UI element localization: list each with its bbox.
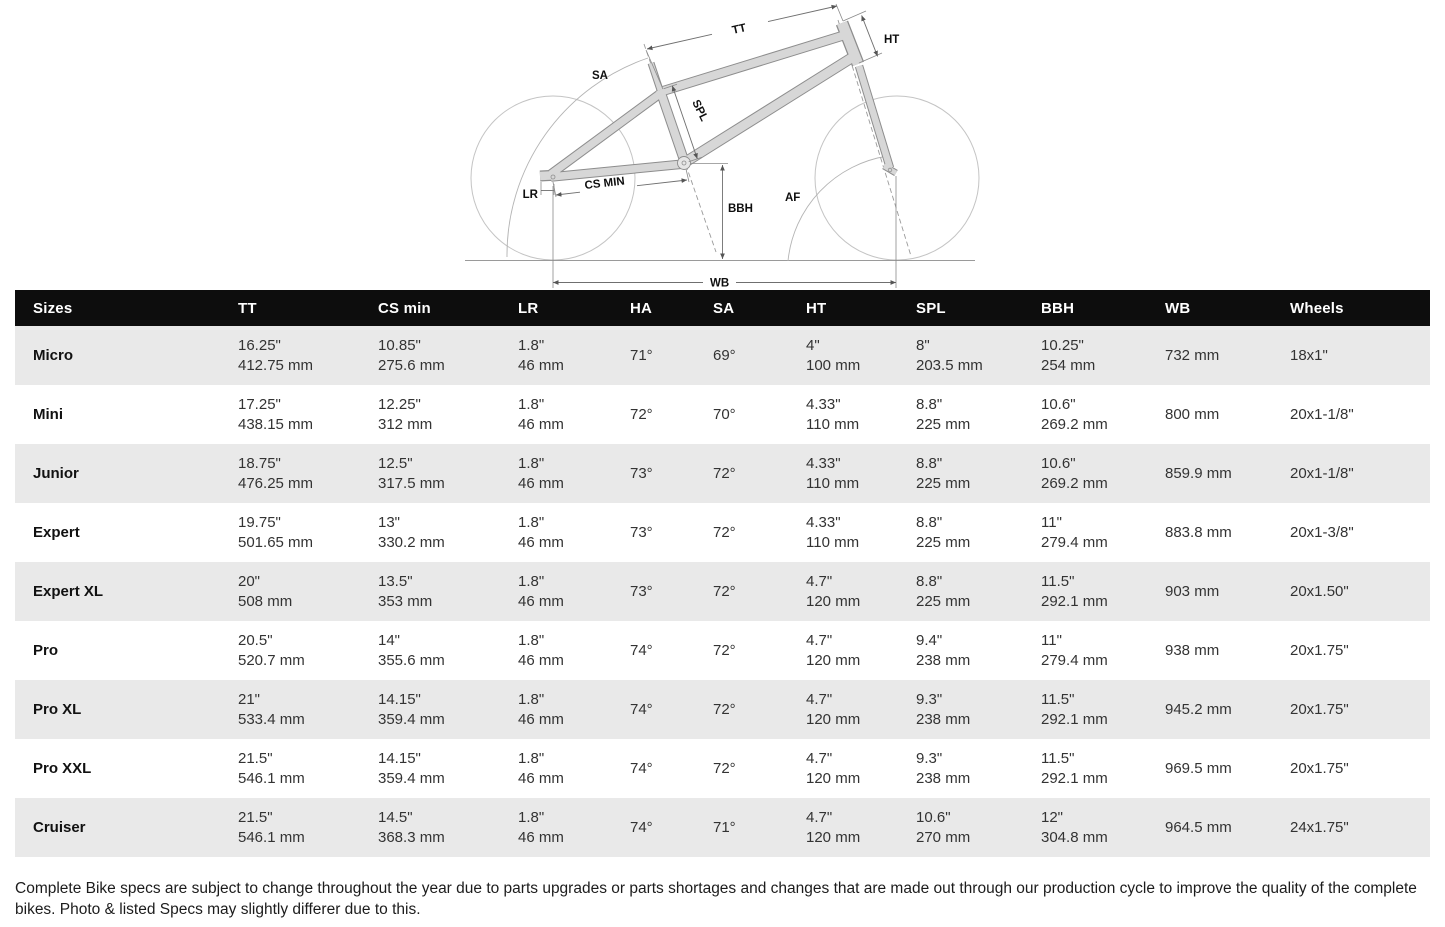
value-line: 304.8 mm (1041, 828, 1108, 846)
value-line: 270 mm (916, 828, 971, 846)
geometry-table-head (15, 290, 1430, 326)
column-header-lr: LR (500, 290, 612, 326)
value-line: 14.15" (378, 690, 421, 708)
value-cell (360, 385, 500, 444)
value-line: 120 mm (806, 769, 861, 787)
value-cell (898, 798, 1023, 857)
value-line: 4.7" (806, 749, 833, 767)
value-line: 438.15 mm (238, 415, 314, 433)
column-header-spl: SPL (898, 290, 1023, 326)
value-line: 14" (378, 631, 401, 649)
value-cell (1023, 444, 1147, 503)
value-cell (360, 680, 500, 739)
value-cell (220, 739, 360, 798)
value-cell (220, 503, 360, 562)
value-line: 353 mm (378, 592, 433, 610)
value-cell (1147, 621, 1272, 680)
value-cell (1023, 621, 1147, 680)
column-header-ha: HA (612, 290, 695, 326)
bike-geometry-diagram (0, 0, 1445, 290)
value-line: 10.6" (1041, 454, 1076, 472)
value-line: 11.5" (1041, 749, 1075, 767)
column-header-cs-min: CS min (360, 290, 500, 326)
value-line: 74° (630, 818, 653, 836)
dimension-bbh (691, 164, 753, 260)
disclaimer-text: Complete Bike specs are subject to change throughout the year due to parts upgrades or parts shortages and changes that are made out through our production cycle to improve the quality of the complete bikes. Photo & listed Specs may slightly differer due to this. (15, 880, 1417, 918)
value-line: 533.4 mm (238, 710, 305, 728)
value-cell (1272, 739, 1430, 798)
table-row (15, 444, 1430, 503)
value-line: 9.3" (916, 690, 943, 708)
value-line: 732 mm (1165, 346, 1220, 364)
value-line: 20x1.75" (1290, 700, 1349, 718)
value-cell (1147, 562, 1272, 621)
geometry-table-wrap (15, 290, 1430, 857)
value-line: 19.75" (238, 513, 281, 531)
value-line: 312 mm (378, 415, 433, 433)
value-line: 1.8" (518, 454, 545, 472)
value-line: 4" (806, 336, 820, 354)
value-cell (1272, 798, 1430, 857)
bottom-bracket (678, 157, 691, 170)
value-cell (695, 326, 788, 385)
value-cell (1023, 385, 1147, 444)
spl-label: SPL (689, 98, 710, 124)
value-line: 225 mm (916, 533, 971, 551)
value-cell (898, 444, 1023, 503)
dimension-wb (553, 176, 896, 290)
frame-tubes (540, 23, 896, 177)
value-cell (788, 680, 898, 739)
value-cell (220, 562, 360, 621)
value-line: 72° (713, 641, 736, 659)
value-line: 120 mm (806, 651, 861, 669)
value-line: 476.25 mm (238, 474, 314, 492)
value-line: 46 mm (518, 474, 564, 492)
fork-angle-arc (788, 156, 888, 261)
value-line: 46 mm (518, 828, 564, 846)
value-cell (1147, 739, 1272, 798)
table-row (15, 739, 1430, 798)
value-line: 4.7" (806, 808, 833, 826)
column-header-wb: WB (1147, 290, 1272, 326)
value-cell (500, 621, 612, 680)
value-line: 964.5 mm (1165, 818, 1232, 836)
column-header-sa: SA (695, 290, 788, 326)
value-cell (898, 680, 1023, 739)
value-line: 24x1.75" (1290, 818, 1349, 836)
value-line: 4.7" (806, 690, 833, 708)
value-cell (788, 798, 898, 857)
column-header-wheels: Wheels (1272, 290, 1430, 326)
value-cell (612, 739, 695, 798)
value-line: 20x1-3/8" (1290, 523, 1354, 541)
value-line: 11" (1041, 513, 1062, 531)
value-cell (1272, 503, 1430, 562)
value-line: 292.1 mm (1041, 710, 1108, 728)
value-line: 508 mm (238, 592, 293, 610)
value-line: 501.65 mm (238, 533, 314, 551)
value-line: 10.6" (1041, 395, 1076, 413)
table-row (15, 562, 1430, 621)
value-cell (695, 680, 788, 739)
value-line: 72° (713, 582, 736, 600)
value-line: 12.25" (378, 395, 421, 413)
value-line: 1.8" (518, 513, 545, 531)
value-cell (1147, 444, 1272, 503)
value-line: 74° (630, 759, 653, 777)
value-cell (360, 739, 500, 798)
value-line: 20x1.75" (1290, 641, 1349, 659)
value-line: 254 mm (1041, 356, 1096, 374)
value-line: 225 mm (916, 474, 971, 492)
value-line: 21.5" (238, 808, 273, 826)
value-line: 292.1 mm (1041, 769, 1108, 787)
value-line: 279.4 mm (1041, 533, 1108, 551)
value-cell (220, 444, 360, 503)
value-cell (612, 385, 695, 444)
value-cell (788, 326, 898, 385)
value-cell (360, 621, 500, 680)
value-line: 4.33" (806, 395, 841, 413)
table-row (15, 503, 1430, 562)
value-line: 46 mm (518, 356, 564, 374)
value-line: 110 mm (806, 474, 860, 492)
value-cell (500, 326, 612, 385)
column-header-bbh: BBH (1023, 290, 1147, 326)
tt-label: TT (731, 22, 748, 37)
table-row (15, 798, 1430, 857)
wb-label: WB (710, 277, 730, 290)
value-line: 238 mm (916, 651, 971, 669)
value-line: 1.8" (518, 572, 545, 590)
value-line: 120 mm (806, 710, 861, 728)
value-cell (788, 562, 898, 621)
value-line: 883.8 mm (1165, 523, 1232, 541)
value-line: 1.8" (518, 808, 545, 826)
size-cell: Pro XL (33, 701, 82, 718)
value-cell (1272, 444, 1430, 503)
value-line: 12.5" (378, 454, 413, 472)
value-cell (360, 444, 500, 503)
value-line: 72° (630, 405, 653, 423)
size-cell: Mini (33, 406, 63, 423)
value-cell (612, 680, 695, 739)
value-line: 412.75 mm (238, 356, 314, 374)
value-cell (1147, 798, 1272, 857)
value-line: 69° (713, 346, 736, 364)
value-cell (612, 444, 695, 503)
value-line: 74° (630, 641, 653, 659)
bbh-label: BBH (728, 203, 753, 215)
value-cell (1147, 503, 1272, 562)
value-cell (695, 385, 788, 444)
value-cell (360, 562, 500, 621)
value-cell (788, 385, 898, 444)
value-line: 46 mm (518, 651, 564, 669)
value-line: 938 mm (1165, 641, 1220, 659)
value-line: 355.6 mm (378, 651, 445, 669)
value-line: 71° (630, 346, 653, 364)
value-line: 46 mm (518, 592, 564, 610)
value-line: 10.25" (1041, 336, 1084, 354)
value-line: 110 mm (806, 533, 860, 551)
value-cell (612, 621, 695, 680)
value-line: 9.4" (916, 631, 943, 649)
header-row (15, 290, 1430, 326)
value-line: 1.8" (518, 336, 545, 354)
value-line: 20x1.50" (1290, 582, 1349, 600)
table-row (15, 680, 1430, 739)
value-line: 20.5" (238, 631, 273, 649)
value-cell (788, 739, 898, 798)
value-cell (612, 798, 695, 857)
size-cell: Cruiser (33, 819, 86, 836)
value-line: 70° (713, 405, 736, 423)
column-header-sizes: Sizes (15, 290, 220, 326)
value-line: 18x1" (1290, 346, 1328, 364)
value-cell (1147, 326, 1272, 385)
value-line: 317.5 mm (378, 474, 445, 492)
size-cell: Pro XXL (33, 760, 92, 777)
value-line: 74° (630, 700, 653, 718)
value-cell (220, 680, 360, 739)
value-line: 546.1 mm (238, 769, 305, 787)
value-cell (1023, 562, 1147, 621)
value-cell (360, 326, 500, 385)
value-cell (1147, 385, 1272, 444)
value-cell (500, 503, 612, 562)
value-line: 279.4 mm (1041, 651, 1108, 669)
value-cell (1272, 621, 1430, 680)
value-line: 4.7" (806, 631, 833, 649)
cs-min-label: CS MIN (583, 175, 626, 192)
value-cell (898, 385, 1023, 444)
value-line: 11.5" (1041, 690, 1075, 708)
sa-label: SA (592, 70, 608, 82)
value-line: 275.6 mm (378, 356, 445, 374)
value-cell (788, 621, 898, 680)
value-line: 13.5" (378, 572, 413, 590)
value-cell (220, 621, 360, 680)
ht-label: HT (884, 34, 900, 46)
table-row (15, 385, 1430, 444)
value-line: 330.2 mm (378, 533, 445, 551)
value-line: 359.4 mm (378, 769, 445, 787)
size-cell: Expert (33, 524, 80, 541)
value-line: 8" (916, 336, 930, 354)
value-cell (898, 739, 1023, 798)
value-line: 100 mm (806, 356, 861, 374)
value-cell (898, 562, 1023, 621)
value-line: 4.33" (806, 513, 841, 531)
value-line: 13" (378, 513, 401, 531)
value-cell (1272, 562, 1430, 621)
value-line: 10.6" (916, 808, 951, 826)
value-line: 800 mm (1165, 405, 1220, 423)
value-cell (1023, 739, 1147, 798)
table-row (15, 326, 1430, 385)
value-line: 110 mm (806, 415, 860, 433)
value-cell (220, 798, 360, 857)
value-cell (695, 739, 788, 798)
value-line: 11.5" (1041, 572, 1075, 590)
value-cell (220, 326, 360, 385)
value-line: 120 mm (806, 828, 861, 846)
value-line: 72° (713, 464, 736, 482)
value-line: 359.4 mm (378, 710, 445, 728)
value-line: 120 mm (806, 592, 861, 610)
value-line: 1.8" (518, 395, 545, 413)
value-line: 1.8" (518, 631, 545, 649)
value-line: 72° (713, 700, 736, 718)
value-line: 73° (630, 464, 653, 482)
size-cell: Junior (33, 465, 79, 482)
value-cell (500, 385, 612, 444)
value-cell (695, 621, 788, 680)
value-cell (500, 680, 612, 739)
value-line: 10.85" (378, 336, 421, 354)
value-cell (500, 444, 612, 503)
value-line: 859.9 mm (1165, 464, 1232, 482)
size-cell: Expert XL (33, 583, 104, 600)
value-line: 20" (238, 572, 261, 590)
value-line: 18.75" (238, 454, 281, 472)
value-line: 46 mm (518, 769, 564, 787)
value-line: 4.33" (806, 454, 841, 472)
value-line: 21" (238, 690, 261, 708)
value-line: 20x1.75" (1290, 759, 1349, 777)
value-line: 225 mm (916, 592, 971, 610)
value-cell (1023, 503, 1147, 562)
value-line: 546.1 mm (238, 828, 305, 846)
dimension-lr (523, 182, 554, 201)
value-line: 269.2 mm (1041, 474, 1108, 492)
value-cell (695, 444, 788, 503)
value-line: 8.8" (916, 395, 943, 413)
value-cell (788, 444, 898, 503)
value-line: 269.2 mm (1041, 415, 1108, 433)
value-line: 20x1-1/8" (1290, 464, 1354, 482)
value-cell (612, 562, 695, 621)
value-cell (1272, 385, 1430, 444)
value-line: 16.25" (238, 336, 281, 354)
value-line: 8.8" (916, 454, 943, 472)
value-cell (695, 503, 788, 562)
size-cell: Pro (33, 642, 59, 659)
column-header-ht: HT (788, 290, 898, 326)
value-line: 225 mm (916, 415, 971, 433)
table-row (15, 621, 1430, 680)
value-line: 292.1 mm (1041, 592, 1108, 610)
value-line: 4.7" (806, 572, 833, 590)
value-cell (695, 798, 788, 857)
lr-label: LR (522, 189, 538, 201)
value-line: 238 mm (916, 710, 971, 728)
value-cell (612, 326, 695, 385)
value-cell (220, 385, 360, 444)
value-line: 46 mm (518, 710, 564, 728)
value-cell (500, 798, 612, 857)
value-cell (360, 503, 500, 562)
value-cell (500, 562, 612, 621)
af-label: AF (785, 192, 801, 204)
value-cell (360, 798, 500, 857)
value-line: 1.8" (518, 749, 545, 767)
value-cell (1023, 326, 1147, 385)
value-line: 203.5 mm (916, 356, 983, 374)
geometry-table (15, 290, 1430, 857)
value-line: 17.25" (238, 395, 281, 413)
value-line: 238 mm (916, 769, 971, 787)
value-cell (1272, 680, 1430, 739)
value-cell (695, 562, 788, 621)
value-line: 72° (713, 523, 736, 541)
value-line: 9.3" (916, 749, 943, 767)
value-cell (1272, 326, 1430, 385)
value-cell (500, 739, 612, 798)
value-line: 969.5 mm (1165, 759, 1232, 777)
value-line: 72° (713, 759, 736, 777)
value-line: 945.2 mm (1165, 700, 1232, 718)
value-line: 368.3 mm (378, 828, 445, 846)
value-line: 903 mm (1165, 582, 1220, 600)
value-cell (898, 326, 1023, 385)
value-line: 21.5" (238, 749, 273, 767)
value-line: 8.8" (916, 572, 943, 590)
value-cell (898, 503, 1023, 562)
value-line: 46 mm (518, 415, 564, 433)
value-line: 14.15" (378, 749, 421, 767)
value-line: 11" (1041, 631, 1062, 649)
bike-geometry-svg (0, 0, 1445, 290)
value-cell (1023, 798, 1147, 857)
value-cell (898, 621, 1023, 680)
front-wheel (815, 96, 979, 260)
value-line: 20x1-1/8" (1290, 405, 1354, 423)
value-line: 73° (630, 523, 653, 541)
value-cell (1023, 680, 1147, 739)
value-cell (788, 503, 898, 562)
size-cell: Micro (33, 347, 74, 364)
column-header-tt: TT (220, 290, 360, 326)
geometry-table-body (15, 326, 1430, 857)
value-line: 46 mm (518, 533, 564, 551)
value-line: 1.8" (518, 690, 545, 708)
value-line: 520.7 mm (238, 651, 305, 669)
value-line: 8.8" (916, 513, 943, 531)
value-line: 12" (1041, 808, 1064, 826)
value-line: 14.5" (378, 808, 413, 826)
value-cell (1147, 680, 1272, 739)
value-cell (612, 503, 695, 562)
value-line: 71° (713, 818, 736, 836)
value-line: 73° (630, 582, 653, 600)
